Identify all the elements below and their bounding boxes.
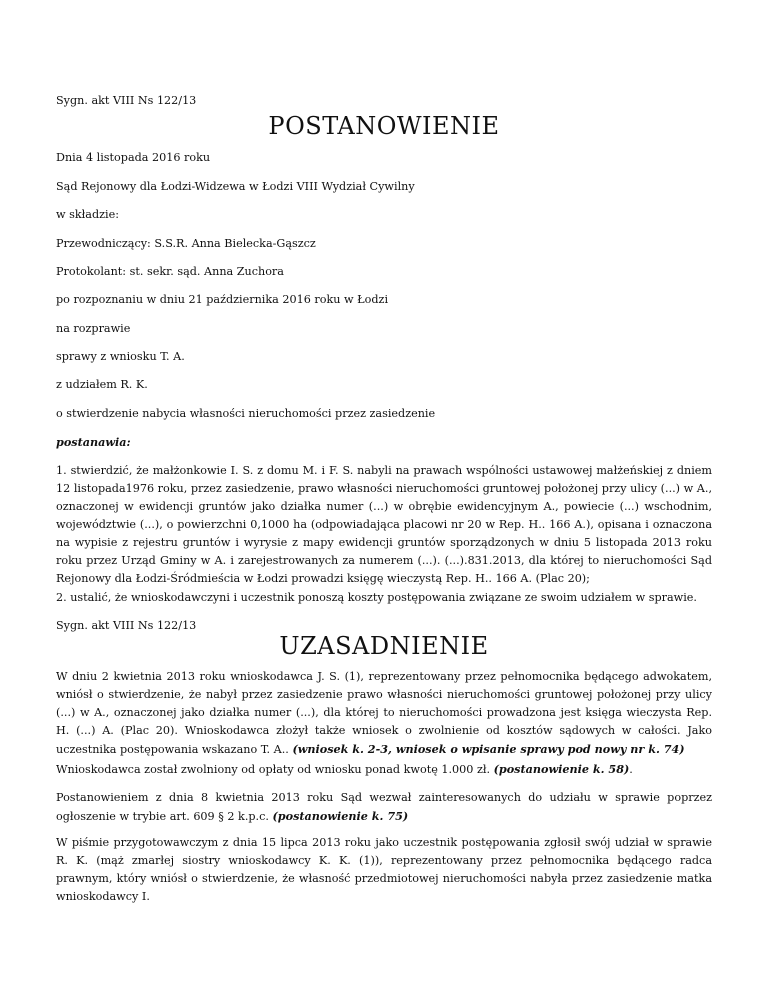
decides-heading: postanawia:: [56, 435, 131, 449]
justification-title: UZASADNIENIE: [279, 632, 489, 660]
ruling-item-1: 1. stwierdzić, że małżonkowie I. S. z domu M. i F. S. nabyli na prawach wspólności ustawowej małżeńskiej z dniem 12 listopada1976 roku, przez zasiedzenie, prawo własności nieruchomości gruntowej położonej przy ulicy (...) w A., oznaczonej w ewidencji gruntów jako działka numer (...) w obrębie ewidencyjnym A., powiecie (...) wschodnim, województwie (...), o powierzchni 0,1000 ha (odpowiadająca placowi nr 20 w Rep. H.. 166 A.), opisana i oznaczona na wypisie z rejestru gruntów i wyrysie z mapy ewidencji gruntów sporządzonych w dniu 5 listopada 2013 roku roku przez Urząd Gminy w A. i zarejestrowanych za numerem (...). (...).831.2013, dla której to nieruchomości Sąd Rejonowy dla Łodzi-Śródmieścia w Łodzi prowadzi księgę wieczystą Rep. H.. 166 A. (Plac 20);: [56, 464, 712, 585]
presiding-judge: Przewodniczący: S.S.R. Anna Bielecka-Gąszcz: [56, 237, 316, 250]
case-subject: o stwierdzenie nabycia własności nieruchomości przez zasiedzenie: [56, 407, 436, 420]
paragraph-2-text: Wnioskodawca został zwolniony od opłaty od wniosku ponad kwotę 1.000 zł.: [56, 763, 491, 776]
justification-paragraph-2: Wnioskodawca został zwolniony od opłaty od wniosku ponad kwotę 1.000 zł. (postanowienie k. 58).: [56, 762, 633, 776]
court-name: Sąd Rejonowy dla Łodzi-Widzewa w Łodzi VIII Wydział Cywilny: [56, 180, 415, 193]
case-signature-justification: Sygn. akt VIII Ns 122/13: [56, 619, 197, 632]
session-type: na rozprawie: [56, 322, 131, 335]
document-title: POSTANOWIENIE: [268, 112, 500, 140]
justification-paragraph-1: [56, 668, 712, 759]
case-applicant: sprawy z wniosku T. A.: [56, 350, 185, 363]
ruling-item-2: 2. ustalić, że wnioskodawczyni i uczestnik ponoszą koszty postępowania związane ze swoim udziałem w sprawie.: [56, 591, 697, 604]
decision-date: Dnia 4 listopada 2016 roku: [56, 151, 211, 164]
hearing-info: po rozpoznaniu w dniu 21 października 2016 roku w Łodzi: [56, 293, 389, 306]
paragraph-1-reference: (wniosek k. 2-3, wniosek o wpisanie sprawy pod nowy nr k. 74): [292, 742, 685, 756]
paragraph-1-text: W dniu 2 kwietnia 2013 roku wnioskodawca J. S. (1), reprezentowany przez pełnomocnika będącego adwokatem, wniósł o stwierdzenie, że nabył przez zasiedzenie prawo własności nieruchomości gruntowej położonej przy ulicy (...) w A., oznaczonej jako działka numer (...), dla której to nieruchomości prowadzona jest księga wieczysta Rep. H. (...) A. (Plac 20). Wnioskodawca złożył także wniosek o zwolnienie od kosztów sądowych w całości. Jako uczestnika postępowania wskazano T. A..: [56, 670, 712, 756]
justification-paragraph-4: W piśmie przygotowawczym z dnia 15 lipca 2013 roku jako uczestnik postępowania zgłosił swój udział w sprawie R. K. (mąż zmarłej siostry wnioskodawcy K. K. (1)), reprezentowany przez pełnomocnika będącego radca prawnym, który wniósł o stwierdzenie, że własność przedmiotowej nieruchomości nabyła przez zasiedzenie matka wnioskodawcy I.: [56, 836, 712, 903]
court-clerk: Protokolant: st. sekr. sąd. Anna Zuchora: [56, 265, 284, 278]
justification-paragraph-3: [56, 789, 712, 826]
paragraph-3-text: Postanowieniem z dnia 8 kwietnia 2013 roku Sąd wezwał zainteresowanych do udziału w sprawie poprzez ogłoszenie w trybie art. 609 § 2 k.p.c.: [56, 791, 712, 823]
paragraph-2-reference: (postanowienie k. 58): [493, 762, 630, 776]
composition-label: w składzie:: [56, 208, 119, 221]
paragraph-3-reference: (postanowienie k. 75): [272, 809, 409, 823]
case-signature-top: Sygn. akt VIII Ns 122/13: [56, 94, 197, 107]
case-participant: z udziałem R. K.: [56, 378, 148, 391]
